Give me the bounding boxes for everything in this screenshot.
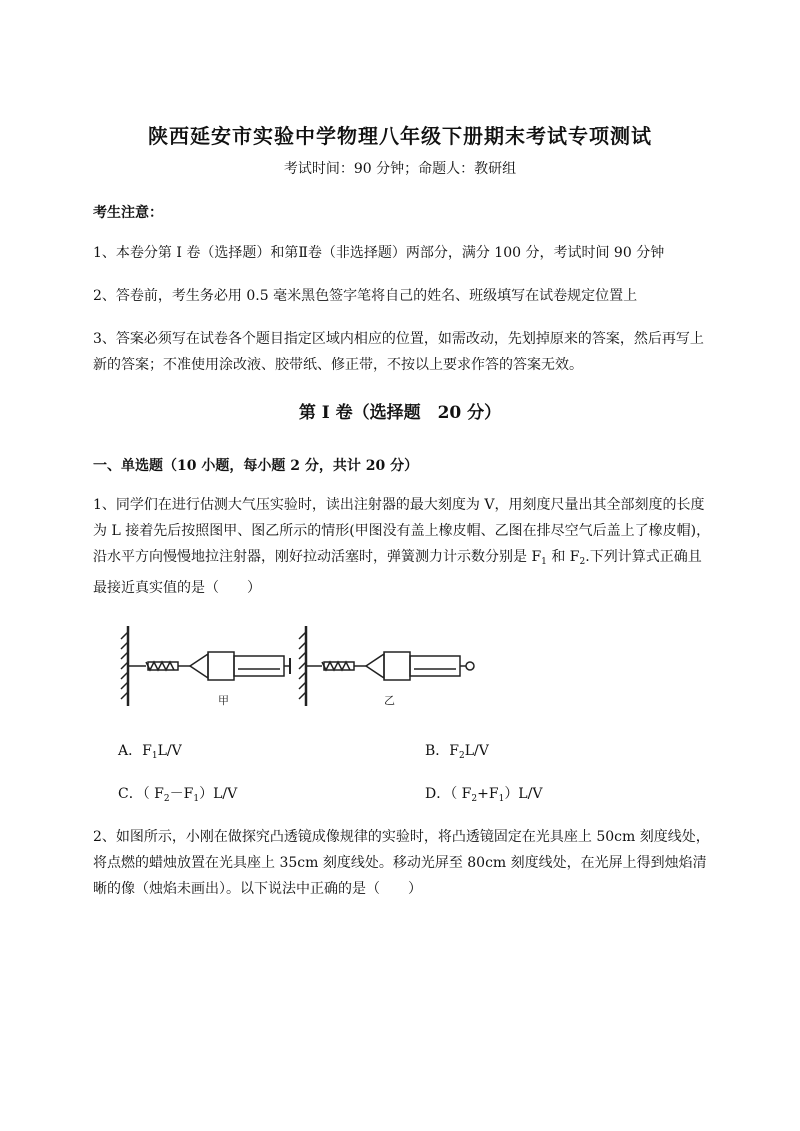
section-title: 第 I 卷（选择题 20 分） [298,403,502,423]
notice-item: 2、答卷前，考生务必用 0.5 毫米黑色签字笔将自己的姓名、班级填写在试卷规定位置上 [93,288,638,304]
option-b[interactable]: B．$F_2L/V$ [425,743,489,761]
exam-info: 考试时间：90 分钟；命题人：教研组 [283,161,517,177]
group-heading: 一、单选题（10 小题，每小题 2 分，共计 20 分） [93,458,419,474]
option-d[interactable]: D．（ $F_2+F_1)L/V$ [425,786,543,804]
syringe-figure [118,618,478,713]
question-1-text: 1、同学们在进行估测大气压实验时，读出注射器的最大刻度为 V，用刻度尺量出其全部刻度的长度为 L 接着先后按照图甲、图乙所示的情形(甲图没有盖上橡皮帽、乙图在排尽空气后盖上了橡皮帽)，沿水平方向慢慢地拉注射器，刚好拉动活塞时，弹簧测力计示数分别是 $F_1$ 和 $F_2$.下列计算式正确且最接近真实值的是（ ） [93,497,711,596]
figure-label-jia: 甲 [218,694,229,707]
option-a[interactable]: A．$F_1L/V$ [118,743,182,761]
figure-label-yi: 乙 [384,694,395,707]
question-2-text: 2、如图所示，小刚在做探究凸透镜成像规律的实验时，将凸透镜固定在光具座上 50cm 刻度线处，将点燃的蜡烛放置在光具座上 35cm 刻度线处。移动光屏至 80cm 刻度线处，在光屏上得到烛焰清晰的像（烛焰未画出）。以下说法中正确的是（ ） [93,829,710,897]
notice-item: 3、答案必须写在试卷各个题目指定区域内相应的位置，如需改动，先划掉原来的答案，然后再写上新的答案；不准使用涂改液、胶带纸、修正带，不按以上要求作答的答案无效。 [93,331,704,373]
notice-item: 1、本卷分第 I 卷（选择题）和第Ⅱ卷（非选择题）两部分，满分 100 分，考试时间 90 分钟 [93,245,665,261]
figure-jia [121,626,290,706]
notice-heading: 考生注意： [93,205,163,221]
page-title: 陕西延安市实验中学物理八年级下册期末考试专项测试 [148,124,652,148]
option-c[interactable]: C．（ $F_2-F_1)L/V$ [118,786,238,804]
